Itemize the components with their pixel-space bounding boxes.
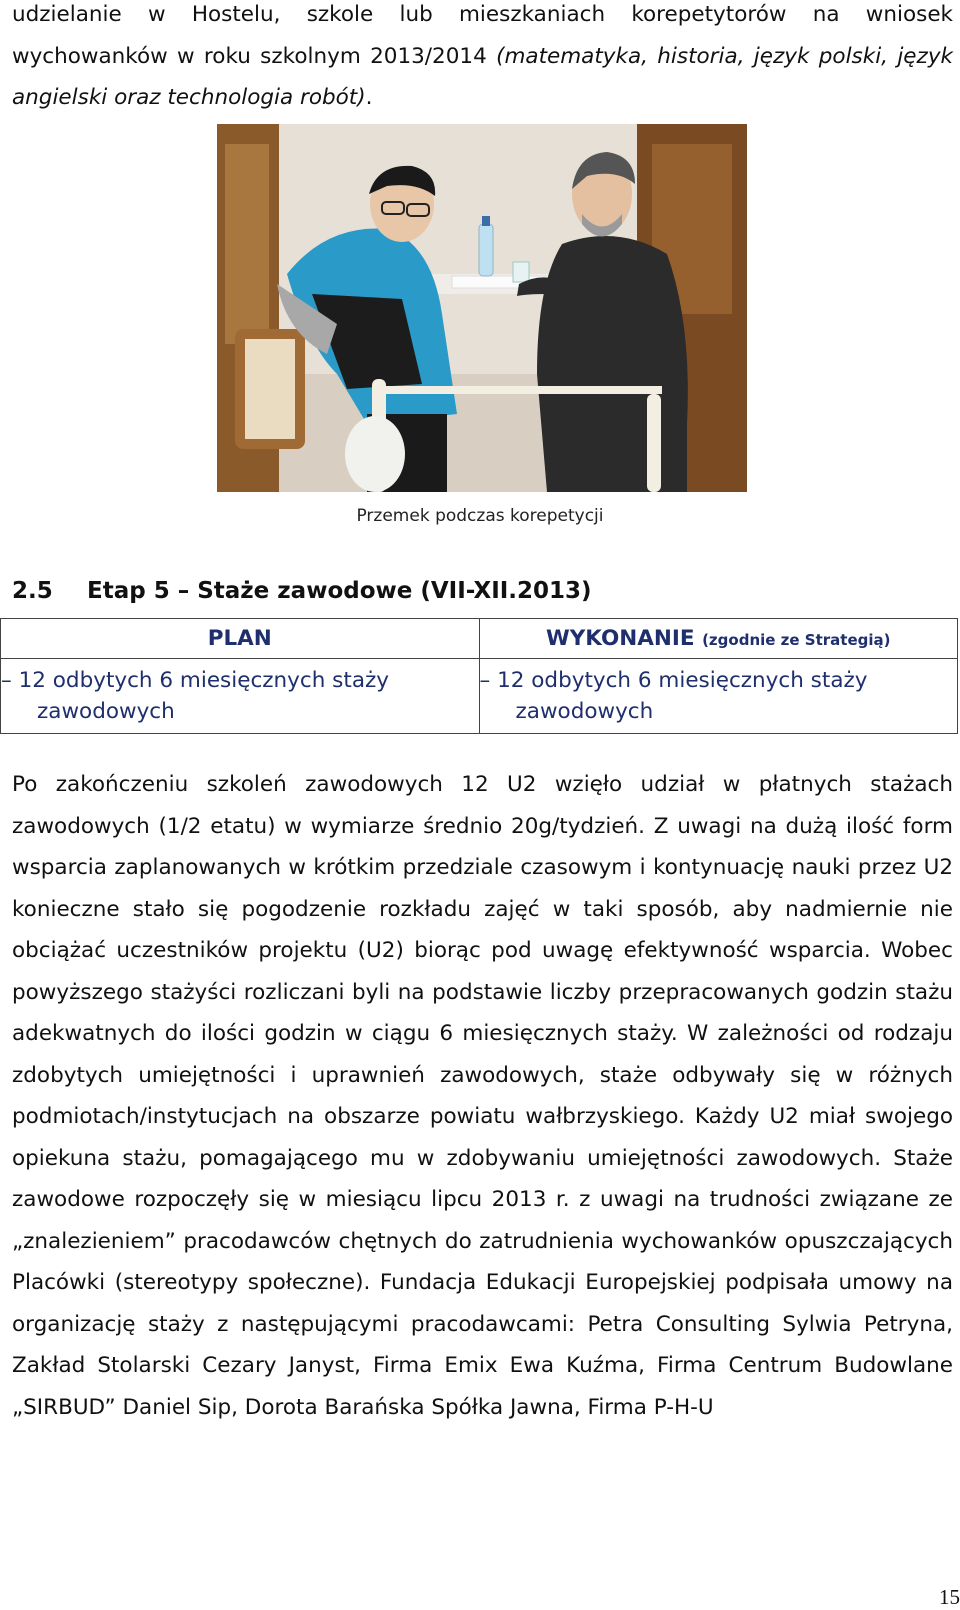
section-number: 2.5	[12, 578, 53, 604]
intro-text: udzielanie w Hostelu, szkole lub mieszkaniach korepetytorów na wniosek wychowanków w roku szkolnym 2013/2014	[12, 2, 953, 69]
intro-end: .	[365, 85, 373, 110]
tutoring-photo	[217, 124, 747, 492]
body-paragraph: Po zakończeniu szkoleń zawodowych 12 U2 wzięło udział w płatnych stażach zawodowych (1/2 etatu) w wymiarze średnio 20g/tydzień. Z uwagi na dużą ilość form wsparcia zaplanowanych w krótkim przedziale czasowym i kontynuację nauki przez U2 konieczne stało się pogodzenie rozkładu zajęć w taki sposób, aby nadmiernie nie obciążać uczestników projektu (U2) biorąc pod uwagę efektywność wsparcia. Wobec powyższego stażyści rozliczani byli na podstawie liczby przepracowanych godzin stażu adekwatnych do ilości godzin w ciągu 6 miesięcznych staży. W zależności od rodzaju zdobytych umiejętności i uprawnień zawodowych, staże odbywały się w różnych podmiotach/instytucjach na obszarze powiatu wałbrzyskiego. Każdy U2 miał swojego opiekuna stażu, pomagającego mu w zdobywaniu umiejętności zawodowych. Staże zawodowe rozpoczęły się w miesiącu lipcu 2013 r. z uwagi na trudności związane ze „znalezieniem” pracodawców chętnych do zatrudnienia wychowanków opuszczających Placówki (stereotypy społeczne). Fundacja Edukacji Europejskiej podpisała umowy na organizację staży z następującymi pracodawcami: Petra Consulting Sylwia Petryna, Zakład Stolarski Cezary Janyst, Firma Emix Ewa Kuźma, Firma Centrum Budowlane „SIRBUD” Daniel Sip, Dorota Barańska Spółka Jawna, Firma P-H-U	[12, 772, 953, 1420]
page-number: 15	[939, 1585, 960, 1609]
intro-paragraph	[12, 0, 953, 119]
plan-header: PLAN	[1, 619, 480, 659]
section-heading	[12, 578, 592, 604]
table-row	[1, 659, 958, 734]
section-title: Etap 5 – Staże zawodowe (VII-XII.2013)	[87, 578, 592, 604]
execution-header-label: WYKONANIE	[546, 626, 695, 651]
execution-item: – 12 odbytych 6 miesięcznych staży zawodowych	[479, 659, 958, 734]
plan-item: – 12 odbytych 6 miesięcznych staży zawodowych	[1, 659, 480, 734]
plan-vs-execution-table	[0, 618, 958, 734]
photo-caption: Przemek podczas korepetycji	[356, 506, 604, 526]
intro-subjects: (matematyka, historia, język polski, język angielski oraz technologia robót)	[12, 43, 953, 110]
execution-header-note: (zgodnie ze Strategią)	[702, 631, 891, 649]
execution-header	[479, 619, 958, 659]
table-header-row	[1, 619, 958, 659]
